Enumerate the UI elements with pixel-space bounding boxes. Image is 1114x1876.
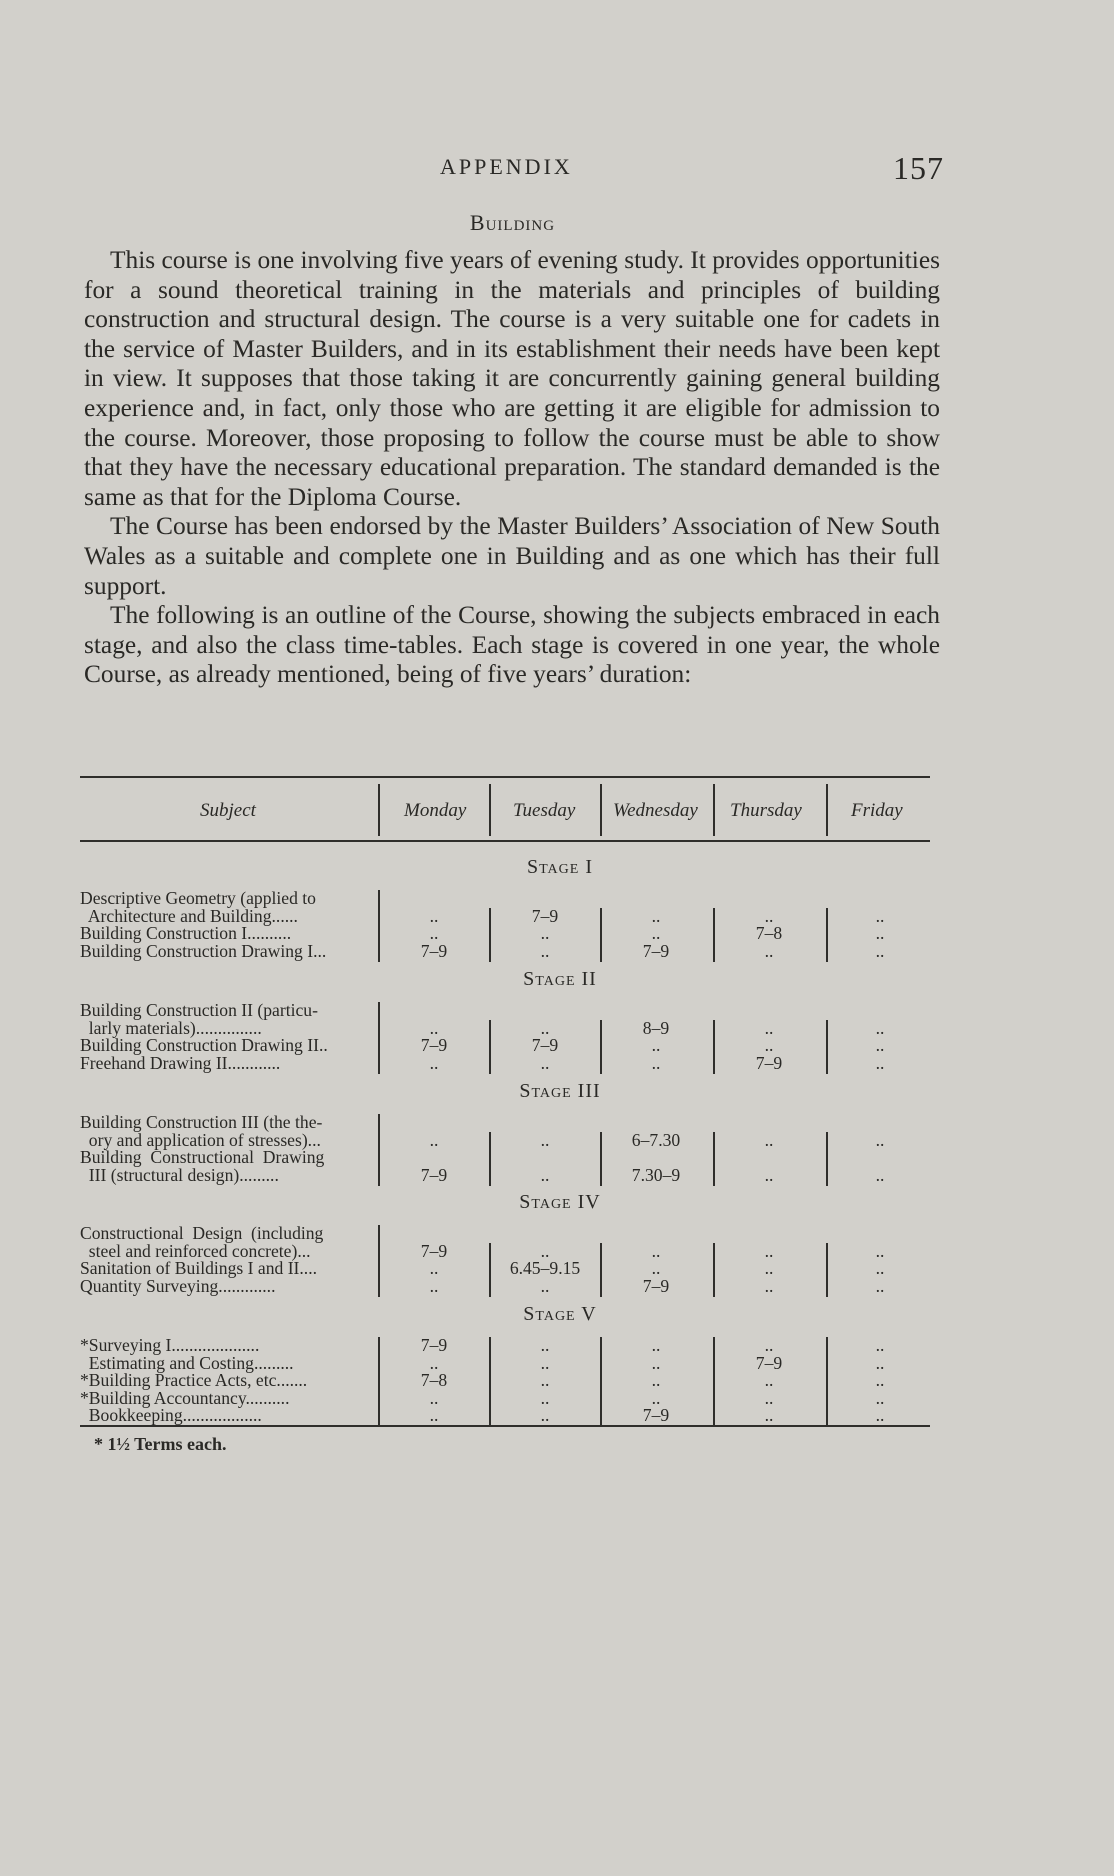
cell-tuesday: ..: [540, 923, 550, 944]
cell-thursday: ..: [764, 1258, 774, 1279]
cell-thursday: ..: [764, 1405, 774, 1426]
cell-wednesday: ..: [651, 1335, 661, 1355]
paragraph-3: The following is an outline of the Course, showing the subjects embraced in each stage, and also the class time-tables. Each stage is covered in one year, the whole Course, as already mentioned, being of five years’ duration:: [84, 601, 940, 689]
header-subject: Subject: [200, 800, 256, 821]
cell-monday: 7–9: [420, 940, 448, 961]
subject-line: *Building Practice Acts, etc.......: [80, 1370, 308, 1391]
cell-friday: ..: [875, 1387, 885, 1408]
cell-wednesday: ..: [651, 1352, 661, 1373]
subject-line: Quantity Surveying.............: [80, 1275, 276, 1296]
cell-wednesday: ..: [651, 923, 661, 944]
cell-thursday: ..: [764, 1240, 774, 1261]
cell-thursday: 7–9: [755, 1352, 783, 1373]
cell-wednesday: ..: [651, 1035, 661, 1056]
header-divider: [713, 784, 715, 836]
cell-tuesday: ..: [540, 1240, 550, 1261]
cell-thursday: ..: [764, 1035, 774, 1056]
cell-friday: ..: [875, 1352, 885, 1373]
subject-line: Building Construction II (particu-: [80, 1000, 318, 1020]
column-divider: [826, 1243, 828, 1298]
cell-monday: ..: [429, 923, 439, 944]
subject-line: Descriptive Geometry (applied to: [80, 888, 316, 908]
cell-wednesday: 7–9: [642, 1405, 670, 1426]
subject-line: Building Construction Drawing II..: [80, 1035, 328, 1056]
column-divider: [489, 1020, 491, 1075]
cell-wednesday: 6–7.30: [631, 1129, 681, 1150]
header-divider: [826, 784, 828, 836]
header-monday: Monday: [404, 800, 467, 821]
cell-friday: ..: [875, 1258, 885, 1279]
cell-friday: ..: [875, 1240, 885, 1261]
table-header-rule: [80, 840, 930, 842]
column-divider: [489, 1337, 491, 1427]
column-divider: [489, 908, 491, 963]
cell-friday: ..: [875, 1370, 885, 1391]
column-divider: [713, 1020, 715, 1075]
cell-wednesday: ..: [651, 1240, 661, 1261]
cell-wednesday: ..: [651, 1387, 661, 1408]
header-divider: [378, 784, 380, 836]
subject-line: *Building Accountancy..........: [80, 1387, 290, 1408]
cell-tuesday: ..: [540, 1052, 550, 1073]
cell-tuesday: 7–9: [531, 1035, 559, 1056]
subject-line: ory and application of stresses)...: [80, 1129, 321, 1150]
cell-monday: 7–8: [420, 1370, 448, 1391]
cell-tuesday: ..: [540, 1017, 550, 1038]
cell-wednesday: ..: [651, 905, 661, 926]
subject-divider: [378, 1002, 380, 1074]
cell-wednesday: 8–9: [642, 1017, 670, 1038]
cell-thursday: ..: [764, 1017, 774, 1038]
subject-divider: [378, 1337, 380, 1427]
cell-friday: ..: [875, 905, 885, 926]
cell-monday: ..: [429, 1129, 439, 1150]
subject-line: Sanitation of Buildings I and II....: [80, 1258, 318, 1279]
column-divider: [600, 908, 602, 963]
subject-line: steel and reinforced concrete)...: [80, 1240, 311, 1261]
running-head: [84, 150, 944, 190]
header-divider: [489, 784, 491, 836]
cell-monday: ..: [429, 1258, 439, 1279]
cell-wednesday: 7.30–9: [631, 1164, 681, 1185]
column-divider: [826, 908, 828, 963]
cell-tuesday: 6.45–9.15: [509, 1258, 581, 1279]
cell-tuesday: ..: [540, 1387, 550, 1408]
column-divider: [489, 1132, 491, 1187]
cell-tuesday: ..: [540, 1335, 550, 1355]
cell-tuesday: ..: [540, 1352, 550, 1373]
running-title: APPENDIX: [440, 154, 573, 179]
cell-tuesday: ..: [540, 940, 550, 961]
cell-monday: 7–9: [420, 1335, 448, 1355]
column-divider: [713, 1243, 715, 1298]
cell-tuesday: ..: [540, 1370, 550, 1391]
cell-thursday: ..: [764, 1387, 774, 1408]
timetable: [80, 776, 930, 1436]
cell-monday: ..: [429, 905, 439, 926]
column-divider: [489, 1243, 491, 1298]
column-divider: [600, 1337, 602, 1427]
subject-line: Building Constructional Drawing: [80, 1147, 325, 1168]
cell-friday: ..: [875, 1035, 885, 1056]
cell-friday: ..: [875, 1017, 885, 1038]
column-divider: [826, 1132, 828, 1187]
column-divider: [713, 1132, 715, 1187]
stage-title: Stage II: [523, 968, 597, 990]
cell-friday: ..: [875, 923, 885, 944]
table-bottom-rule: [80, 1425, 930, 1427]
subject-line: Architecture and Building......: [80, 905, 298, 926]
cell-friday: ..: [875, 1405, 885, 1426]
cell-thursday: ..: [764, 1370, 774, 1391]
subject-line: Constructional Design (including: [80, 1223, 324, 1243]
subject-divider: [378, 890, 380, 962]
cell-wednesday: ..: [651, 1258, 661, 1279]
cell-friday: ..: [875, 1164, 885, 1185]
subject-line: larly materials)...............: [80, 1017, 262, 1038]
subject-line: Building Construction I..........: [80, 923, 292, 944]
cell-thursday: ..: [764, 1335, 774, 1355]
cell-tuesday: 7–9: [531, 905, 559, 926]
cell-friday: ..: [875, 1129, 885, 1150]
subject-line: Building Construction III (the the-: [80, 1112, 323, 1132]
column-divider: [713, 908, 715, 963]
section-heading: Building: [469, 210, 556, 235]
cell-tuesday: ..: [540, 1275, 550, 1296]
cell-tuesday: ..: [540, 1405, 550, 1426]
cell-tuesday: ..: [540, 1129, 550, 1150]
cell-friday: ..: [875, 1052, 885, 1073]
cell-tuesday: ..: [540, 1164, 550, 1185]
header-tuesday: Tuesday: [513, 800, 576, 821]
header-divider: [600, 784, 602, 836]
page-number: 157: [893, 150, 944, 186]
cell-monday: ..: [429, 1275, 439, 1296]
cell-thursday: ..: [764, 1129, 774, 1150]
column-divider: [826, 1337, 828, 1427]
cell-monday: 7–9: [420, 1164, 448, 1185]
stage-title: Stage III: [519, 1080, 601, 1102]
cell-wednesday: ..: [651, 1052, 661, 1073]
footnote: * 1½ Terms each.: [94, 1434, 227, 1454]
cell-thursday: 7–9: [755, 1052, 783, 1073]
body-text: [84, 246, 940, 690]
subject-line: *Surveying I....................: [80, 1335, 260, 1355]
column-divider: [826, 1020, 828, 1075]
column-divider: [600, 1132, 602, 1187]
header-wednesday: Wednesday: [613, 800, 698, 821]
subject-divider: [378, 1114, 380, 1186]
subject-line: Bookkeeping..................: [80, 1405, 262, 1426]
cell-monday: 7–9: [420, 1240, 448, 1261]
cell-monday: ..: [429, 1352, 439, 1373]
paragraph-2: The Course has been endorsed by the Master Builders’ Association of New South Wales as a suitable and complete one in Building and as one which has their full support.: [84, 512, 940, 600]
subject-line: III (structural design).........: [80, 1164, 279, 1185]
column-divider: [713, 1337, 715, 1427]
cell-monday: ..: [429, 1052, 439, 1073]
cell-thursday: 7–8: [755, 923, 783, 944]
cell-thursday: ..: [764, 1275, 774, 1296]
cell-wednesday: 7–9: [642, 1275, 670, 1296]
cell-monday: ..: [429, 1017, 439, 1038]
stage-title: Stage IV: [519, 1191, 601, 1213]
cell-monday: 7–9: [420, 1035, 448, 1056]
cell-wednesday: 7–9: [642, 940, 670, 961]
cell-thursday: ..: [764, 905, 774, 926]
column-divider: [600, 1020, 602, 1075]
subject-divider: [378, 1225, 380, 1297]
stage-title: Stage I: [527, 856, 593, 878]
subject-line: Building Construction Drawing I...: [80, 940, 327, 961]
header-thursday: Thursday: [730, 800, 802, 821]
table-top-rule: [80, 776, 930, 778]
cell-thursday: ..: [764, 1164, 774, 1185]
cell-monday: ..: [429, 1405, 439, 1426]
paragraph-1: This course is one involving five years of evening study. It provides opportunities for a sound theoretical training in the materials and principles of building construction and structural design. The course is a very suitable one for cadets in the service of Master Builders, and in its establishment their needs have been kept in view. It supposes that those taking it are concurrently gaining general building experience and, in fact, only those who are getting it are eligible for admission to the course. Moreover, those proposing to follow the course must be able to show that they have the necessary educational preparation. The standard demanded is the same as that for the Diploma Course.: [84, 246, 940, 511]
stage-title: Stage V: [523, 1303, 597, 1325]
cell-friday: ..: [875, 1335, 885, 1355]
cell-friday: ..: [875, 1275, 885, 1296]
column-divider: [600, 1243, 602, 1298]
cell-wednesday: ..: [651, 1370, 661, 1391]
cell-friday: ..: [875, 940, 885, 961]
cell-monday: ..: [429, 1387, 439, 1408]
subject-line: Estimating and Costing.........: [80, 1352, 294, 1373]
cell-thursday: ..: [764, 940, 774, 961]
subject-line: Freehand Drawing II............: [80, 1052, 281, 1073]
header-friday: Friday: [851, 800, 903, 821]
